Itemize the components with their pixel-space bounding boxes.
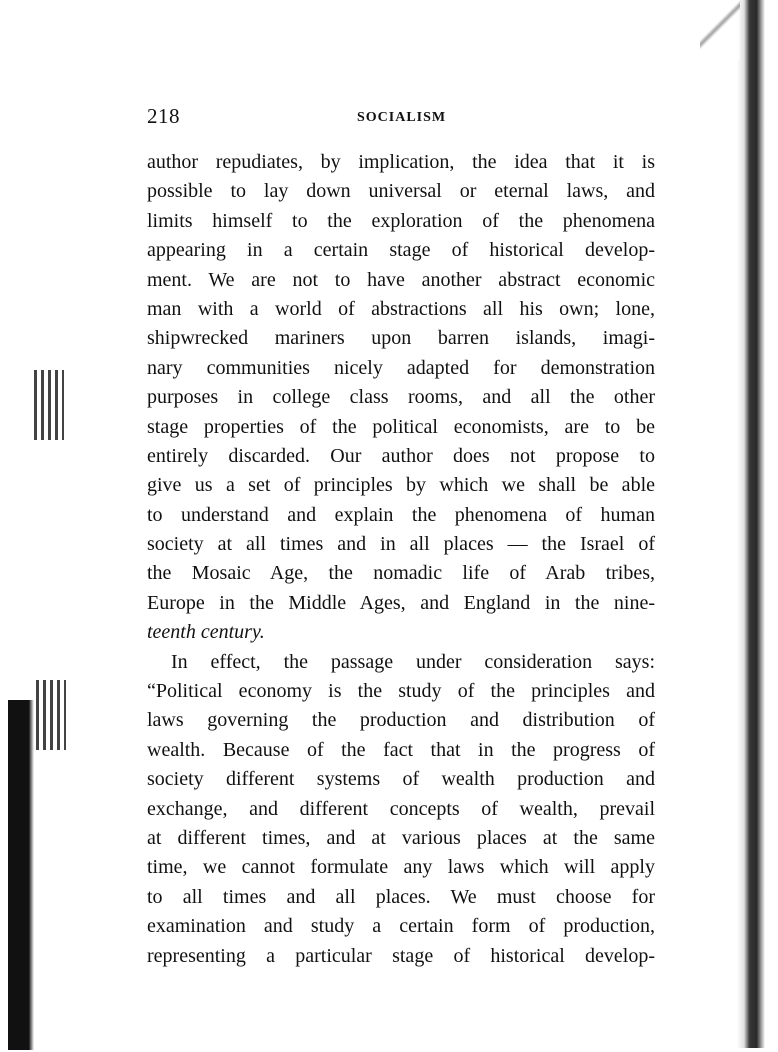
text-line: time, we cannot formulate any laws which will apply <box>147 856 655 879</box>
text-line: laws governing the production and distribution of <box>147 709 655 732</box>
text-line: stage properties of the political economists, are to be <box>147 415 655 438</box>
scan-mark-top-right <box>700 0 740 60</box>
text-line: wealth. Because of the fact that in the progress of <box>147 738 655 761</box>
body-text <box>147 148 655 971</box>
text-line: teenth century. <box>147 621 265 644</box>
text-line: the Mosaic Age, the nomadic life of Arab tribes, <box>147 562 655 585</box>
text-line: society at all times and in all places — the Israel of <box>147 533 655 556</box>
text-line: entirely discarded. Our author does not propose to <box>147 444 655 467</box>
paragraph-1 <box>147 148 655 648</box>
text-line: society different systems of wealth production and <box>147 768 655 791</box>
paragraph-2 <box>147 648 655 971</box>
scan-mark-left-lower <box>36 680 66 750</box>
text-line: examination and study a certain form of production, <box>147 915 655 938</box>
text-line: to all times and all places. We must choose for <box>147 885 655 908</box>
text-line: “Political economy is the study of the principles and <box>147 680 655 703</box>
text-line: appearing in a certain stage of historical develop- <box>147 239 655 262</box>
text-line: possible to lay down universal or eternal laws, and <box>147 180 655 203</box>
page-number: 218 <box>147 104 180 128</box>
text-line: shipwrecked mariners upon barren islands, imagi- <box>147 327 655 350</box>
text-line: In effect, the passage under consideration says: <box>171 650 655 673</box>
text-line: to understand and explain the phenomena of human <box>147 503 655 526</box>
scan-mark-left-upper <box>34 370 64 440</box>
text-line: nary communities nicely adapted for demonstration <box>147 356 655 379</box>
text-line: man with a world of abstractions all his own; lone, <box>147 297 655 320</box>
text-line: Europe in the Middle Ages, and England in the nine- <box>147 591 655 614</box>
text-line: give us a set of principles by which we shall be able <box>147 474 655 497</box>
text-line: limits himself to the exploration of the phenomena <box>147 209 655 232</box>
text-line: exchange, and different concepts of wealth, prevail <box>147 797 655 820</box>
scan-edge-right <box>737 0 765 1048</box>
text-line: purposes in college class rooms, and all the other <box>147 386 655 409</box>
text-line: ment. We are not to have another abstract economic <box>147 268 655 291</box>
text-line: at different times, and at various places at the same <box>147 826 655 849</box>
text-line: representing a particular stage of historical develop- <box>147 944 655 967</box>
text-line: author repudiates, by implication, the idea that it is <box>147 151 655 173</box>
scan-edge-left <box>8 700 34 1050</box>
running-head: SOCIALISM <box>357 110 447 125</box>
